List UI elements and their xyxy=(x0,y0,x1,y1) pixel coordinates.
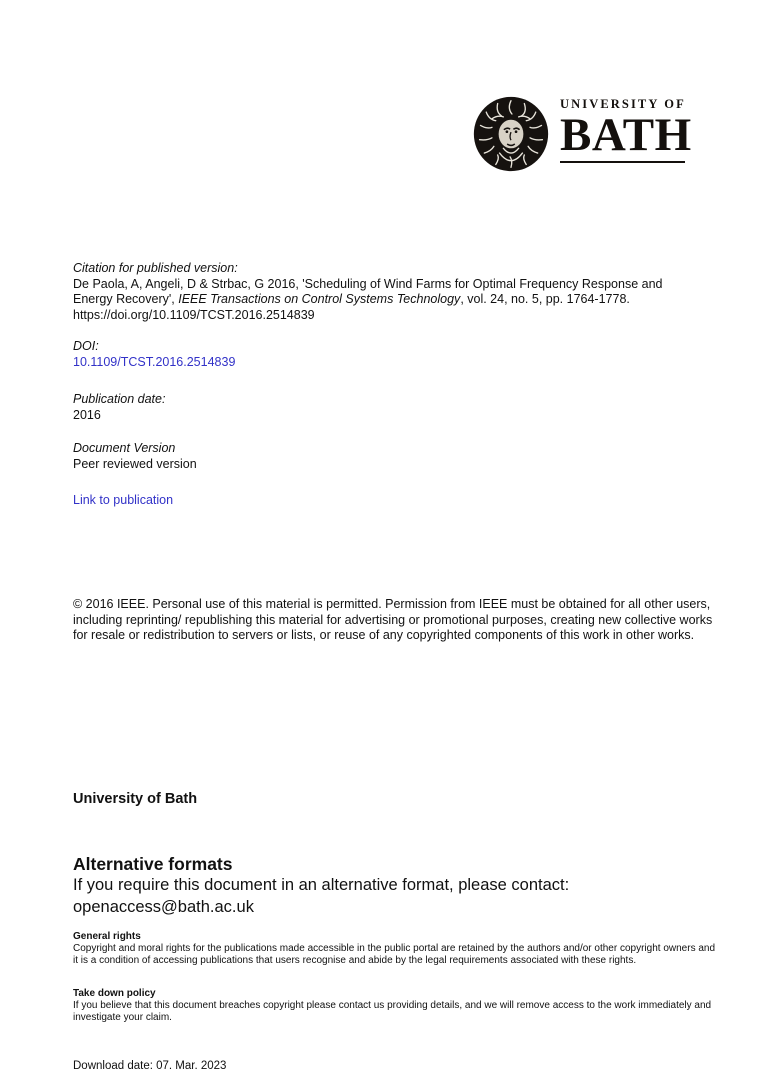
citation-line2-post: , vol. 24, no. 5, pp. 1764-1778. xyxy=(460,292,630,306)
alternative-formats-body: If you require this document in an alternative format, please contact: xyxy=(73,876,570,894)
publication-date-label: Publication date: xyxy=(73,392,166,406)
citation-line2-pre: Energy Recovery', xyxy=(73,292,179,306)
doi-section xyxy=(73,339,235,370)
alternative-formats-heading: Alternative formats xyxy=(73,854,233,874)
download-date: Download date: 07. Mar. 2023 xyxy=(73,1060,227,1072)
publication-date-value: 2016 xyxy=(73,407,101,422)
take-down-policy-heading: Take down policy xyxy=(73,988,156,999)
doi-label: DOI: xyxy=(73,339,99,353)
university-heading: University of Bath xyxy=(73,791,198,807)
publication-date-section xyxy=(73,392,165,423)
bath-sun-face-crest-icon xyxy=(471,94,551,174)
document-version-value: Peer reviewed version xyxy=(73,456,197,471)
logo-wordmark xyxy=(560,97,692,163)
general-rights-body: Copyright and moral rights for the publications made accessible in the public portal are retained by the authors and/or other copyright owners and it is a condition of accessing publications that users recognise and abide by the legal requirements associated with these rights. xyxy=(73,943,716,966)
document-version-section xyxy=(73,441,197,472)
citation-journal-title: IEEE Transactions on Control Systems Technology xyxy=(178,292,461,306)
take-down-policy-body: If you believe that this document breaches copyright please contact us providing details, and we will remove access to the work immediately and investigate your claim. xyxy=(73,1000,712,1023)
openaccess-email-link[interactable]: openaccess@bath.ac.uk xyxy=(73,897,254,916)
general-rights-heading: General rights xyxy=(73,931,141,942)
alternative-formats-section xyxy=(73,854,733,918)
citation-section xyxy=(73,261,663,323)
link-to-publication-section xyxy=(73,493,173,509)
citation-label: Citation for published version: xyxy=(73,261,238,275)
university-of-bath-logo xyxy=(471,94,692,174)
logo-university-of-text: UNIVERSITY OF xyxy=(560,97,686,111)
logo-bath-text: BATH xyxy=(560,109,692,161)
general-rights-section xyxy=(73,931,721,966)
citation-line-1: De Paola, A, Angeli, D & Strbac, G 2016, 'Scheduling of Wind Farms for Optimal Frequency Response and xyxy=(73,276,663,291)
document-version-label: Document Version xyxy=(73,441,176,455)
logo-underline-rule xyxy=(560,161,685,163)
citation-line-2 xyxy=(73,292,663,308)
citation-doi-url: https://doi.org/10.1109/TCST.2016.2514839 xyxy=(73,307,315,322)
take-down-policy-section xyxy=(73,988,721,1023)
link-to-publication[interactable]: Link to publication xyxy=(73,493,174,507)
copyright-notice: © 2016 IEEE. Personal use of this material is permitted. Permission from IEEE must be obtained for all other users, including reprinting/ republishing this material for advertising or promotional purposes, creating new collective works for resale or redistribution to servers or lists, or reuse of any copyrighted components of this work in other works. xyxy=(73,597,713,642)
doi-link[interactable]: 10.1109/TCST.2016.2514839 xyxy=(73,354,236,369)
